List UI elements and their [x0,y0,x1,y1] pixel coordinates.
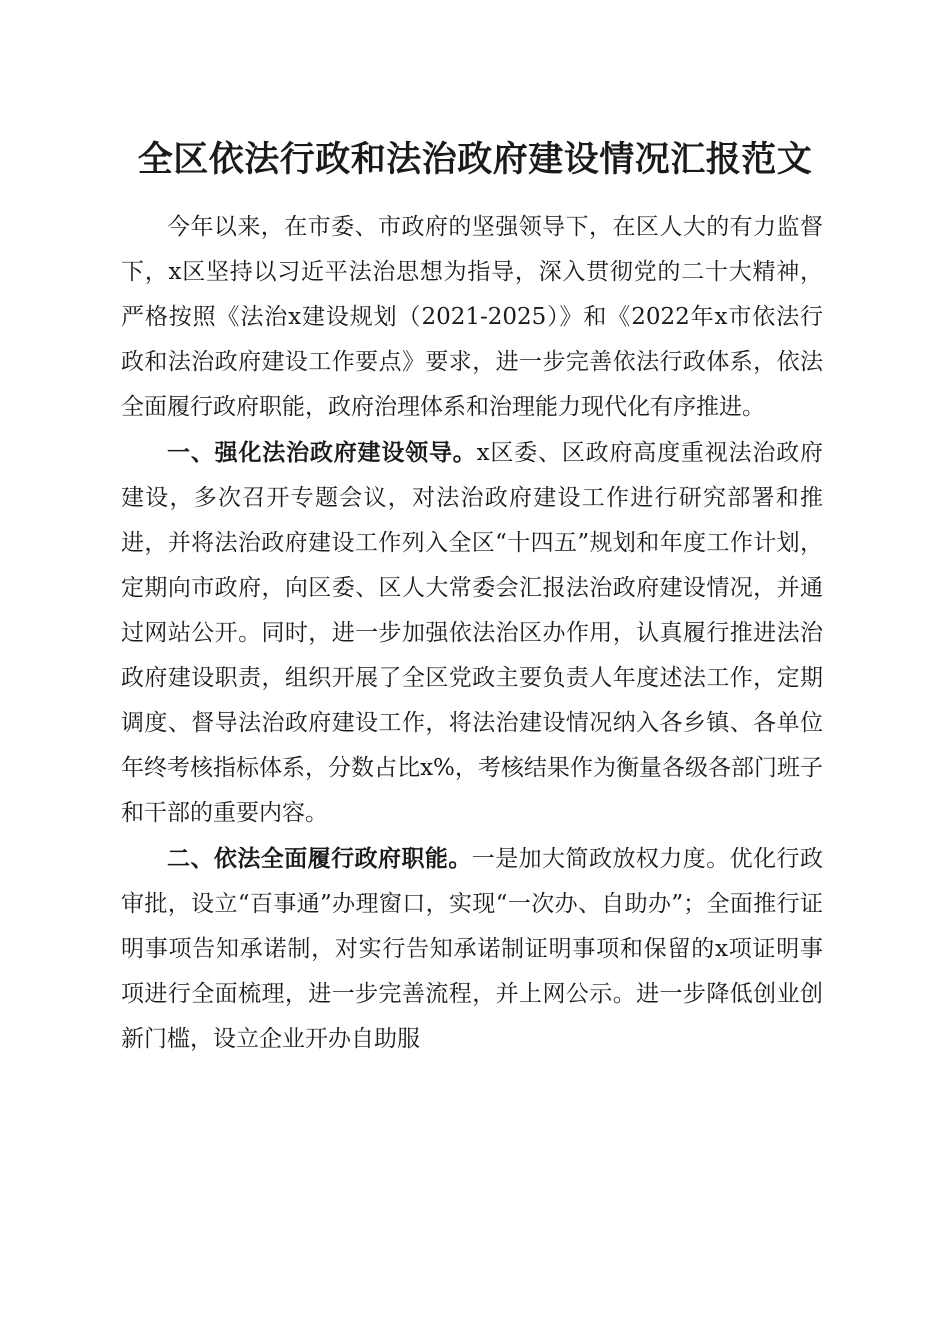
paragraph-text: 今年以来，在市委、市政府的坚强领导下，在区人大的有力监督下，x区坚持以习近平法治思想为指导，深入贯彻党的二十大精神，严格按照《法治x建设规划（2021-2025）》和《2022年x市依法行政和法治政府建设工作要点》要求，进一步完善依法行政体系，依法全面履行政府职能，政府治理体系和治理能力现代化有序推进。 [121,214,823,420]
paragraph-section-1 [121,430,823,836]
document-body [121,205,823,1062]
section-heading: 二、依法全面履行政府职能。 [167,845,472,872]
document-title: 全区依法行政和法治政府建设情况汇报范文 [137,139,813,180]
paragraph-section-2 [121,836,823,1062]
paragraph-intro [121,205,823,430]
paragraph-text: x区委、区政府高度重视法治政府建设，多次召开专题会议，对法治政府建设工作进行研究部署和推进，并将法治政府建设工作列入全区“十四五”规划和年度工作计划，定期向市政府，向区委、区人大常委会汇报法治政府建设情况，并通过网站公开。同时，进一步加强依法治区办作用，认真履行推进法治政府建设职责，组织开展了全区党政主要负责人年度述法工作，定期调度、督导法治政府建设工作，将法治建设情况纳入各乡镇、各单位年终考核指标体系，分数占比x%，考核结果作为衡量各级各部门班子和干部的重要内容。 [121,440,823,826]
paragraph-text: 一是加大简政放权力度。优化行政审批，设立“百事通”办理窗口，实现“一次办、自助办”；全面推行证明事项告知承诺制，对实行告知承诺制证明事项和保留的x项证明事项进行全面梳理，进一步完善流程，并上网公示。进一步降低创业创新门槛，设立企业开办自助服 [121,846,824,1052]
section-heading: 一、强化法治政府建设领导。 [167,439,477,466]
